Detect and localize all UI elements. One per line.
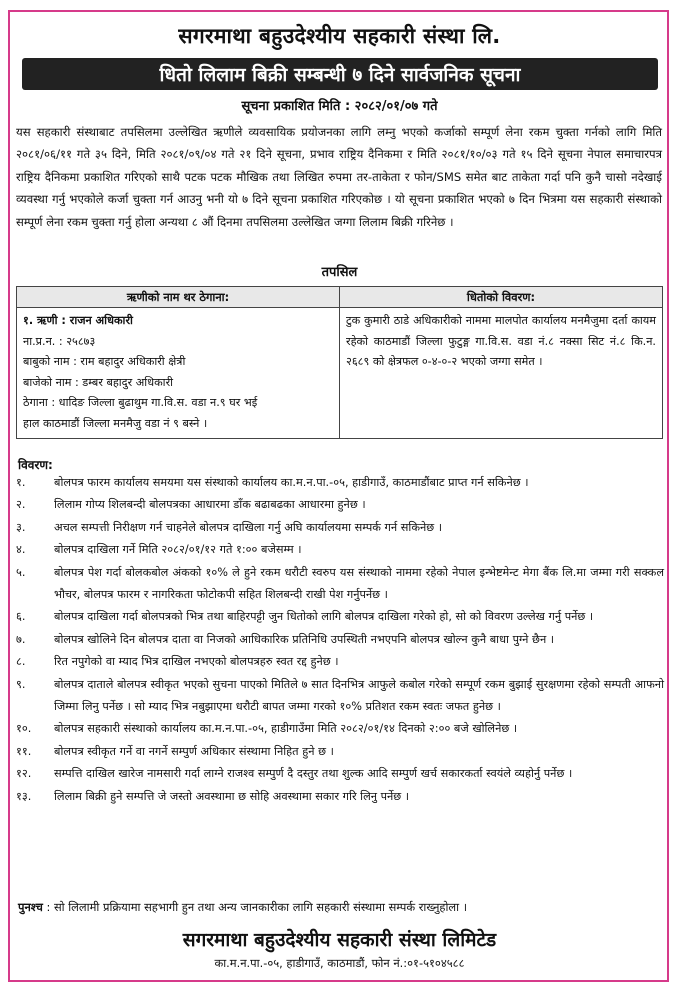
term-number: ४. — [16, 543, 26, 557]
list-item — [16, 562, 664, 607]
term-number: १२. — [16, 767, 32, 781]
details-heading: तपसिल — [321, 265, 358, 280]
term-number: ३. — [16, 520, 26, 534]
publish-date: सूचना प्रकाशित मिति : २०८२/०१/०७ गते — [241, 99, 438, 114]
postscript — [18, 900, 664, 915]
list-item — [16, 786, 664, 808]
list-item — [16, 539, 664, 561]
term-number: ११. — [16, 744, 32, 758]
term-text: लिलाम बिक्री हुने सम्पत्ति जे जस्तो अवस्थामा छ सोहि अवस्थामा सकार गरि लिनु पर्नेछ । — [54, 789, 410, 803]
postscript-label: पुनश्च — [18, 900, 43, 914]
borrower-father: बाबुको नाम : राम बहादुर अधिकारी क्षेत्री — [23, 355, 186, 369]
list-item — [16, 606, 664, 628]
notice-body: यस सहकारी संस्थाबाट तपसिलमा उल्लेखित ऋणीले व्यवसायिक प्रयोजनका लागि लम्नु भएको कर्जाको सम्पूर्ण लेना रकम चुक्ता गर्नको लागि मिति २०८१/०६/११ गते ३५ दिने, मिति २०८१/०९/०४ गते २१ दिने सूचना, प्रभाव राष्ट्रिय दैनिकमा र मिति २०८१/१०/०३ गते १५ दिने सूचना नेपाल समाचारपत्र राष्ट्रिय दैनिकमा प्रकाशित गरिएको साथै पटक पटक मौखिक तथा लिखित रुपमा तर-ताकेता र फोन/SMS समेत बाट ताकेता गर्दा पनि कुनै चासो नदेखाई व्यवस्था गर्नु भएकोले कर्जा चुक्ता गर्न आउनु भनी यो ७ दिने सूचना प्रकाशित गरिएकोछ । यो सूचना प्रकाशित भएको ७ दिन भित्रमा यस सहकारी संस्थाको सम्पूर्ण लेना रकम चुक्ता गर्नु होला अन्यथा ८ औं दिनमा तपसिलमा उल्लेखित जग्गा लिलाम बिक्री गरिनेछ । — [16, 125, 662, 229]
organization-name-footer: सगरमाथा बहुउदेश्यीय सहकारी संस्था लिमिटेड — [182, 929, 497, 951]
list-item — [16, 472, 664, 494]
term-text: रित नपुगेको वा म्याद भित्र दाखिल नभएको बोलपत्रहरु स्वत रद्द हुनेछ । — [54, 655, 339, 669]
borrower-citizenship: ना.प्र.न. : २५८७३ — [23, 334, 96, 348]
term-number: ६. — [16, 610, 26, 624]
terms-list — [16, 472, 664, 808]
term-text: बोलपत्र दाताले बोलपत्र स्वीकृत भएको सुचना पाएको मितिले ७ सात दिनभित्र आफुले कबोल गरेको सम्पूर्ण रकम बुझाई सुरक्षणमा रहेको सम्पती आफनो जिम्मा लिनु पर्नेछ । सो म्याद भित्र नबुझाएमा धरौटी बापत जम्मा गरको १०% प्रतिशत रकम स्वतः जफत हुनेछ । — [54, 677, 664, 714]
list-item — [16, 674, 664, 719]
term-text: अचल सम्पत्ती निरीक्षण गर्न चाहनेले बोलपत्र दाखिला गर्नु अघि कार्यालयमा सम्पर्क गर्न सकिनेछ । — [54, 520, 443, 534]
borrower-address: ठेगाना : धादिङ जिल्ला बुढाथुम गा.वि.स. वडा न.९ घर भई — [23, 396, 258, 410]
notice-title: धितो लिलाम बिक्री सम्बन्धी ७ दिने सार्वजनिक सूचना — [159, 64, 521, 86]
term-text: बोलपत्र सहकारी संस्थाको कार्यालय का.म.न.पा.-०५, हाडीगाउँमा मिति २०८२/०१/१४ दिनको २:०० बजे खोलिनेछ । — [54, 722, 518, 736]
list-item — [16, 517, 664, 539]
list-item — [16, 494, 664, 516]
borrower-name: १. ऋणी : राजन अधिकारी — [23, 314, 133, 327]
borrower-current-address: हाल काठमाडौं जिल्ला मनमैजु वडा नं ९ बस्ने । — [23, 416, 208, 430]
term-text: बोलपत्र दाखिला गर्दा बोलपत्रको भित्र तथा बाहिरपट्टी जुन धितोको लागि बोलपत्र दाखिला गरेको हो, सो को विवरण उल्लेख गर्नु पर्नेछ । — [54, 610, 594, 624]
term-number: २. — [16, 498, 26, 512]
collateral-column-header: धितोको विवरण: — [340, 287, 663, 308]
terms-title: विवरण: — [18, 458, 53, 472]
term-text: सम्पत्ति दाखिल खारेज नामसारी गर्दा लाग्ने राजश्व सम्पुर्ण दै दस्तुर तथा शुल्क आदि सम्पुर्ण खर्च सकारकर्ता स्वयंले व्यहोर्नु पर्नेछ । — [54, 767, 573, 781]
term-number: ५. — [16, 565, 26, 579]
list-item — [16, 741, 664, 763]
list-item — [16, 718, 664, 740]
term-text: बोलपत्र पेश गर्दा बोलकबोल अंकको १०% ले हुने रकम धरौटी स्वरुप यस संस्थाको नाममा रहेको नेपाल इन्भेष्टमेन्ट मेगा बैंक लि.मा जम्मा गरी सक्कल भौचर, बोलपत्र फारम र नागरिकता फोटोकपी सहित शिलबन्दी राखी पेश गर्नुपर्नेछ । — [54, 565, 664, 602]
list-item — [16, 651, 664, 673]
table-row — [17, 308, 663, 439]
term-number: १३. — [16, 789, 32, 803]
term-number: १०. — [16, 722, 32, 736]
term-text: बोलपत्र स्वीकृत गर्ने वा नगर्ने सम्पुर्ण अधिकार संस्थामा निहित हुने छ । — [54, 744, 334, 758]
term-text: लिलाम गोप्य शिलबन्दी बोलपत्रका आधारमा डाँक बढाबढका आधारमा हुनेछ । — [54, 498, 366, 512]
list-item — [16, 629, 664, 651]
list-item — [16, 763, 664, 785]
organization-address: का.म.न.पा.-०५, हाडीगाउँ, काठमाडौं, फोन नं.:०१-५१०४५८८ — [214, 956, 465, 970]
term-number: ७. — [16, 632, 26, 646]
term-number: ९. — [16, 677, 26, 691]
term-number: ८. — [16, 655, 26, 669]
notice-title-banner — [22, 58, 658, 90]
postscript-text: : सो लिलामी प्रक्रियामा सहभागी हुन तथा अन्य जानकारीका लागि सहकारी संस्थामा सम्पर्क राख्नुहोला । — [46, 900, 468, 914]
borrower-cell — [17, 308, 340, 439]
collateral-cell: टुक कुमारी ठाडे अधिकारीको नाममा मालपोत कार्यालय मनमैजुमा दर्ता कायम रहेको काठमाडौं जिल्ला फुटुङ्ग गा.वि.स. वडा नं.८ नक्सा सिट नं.८ कि.न. २६८९ को क्षेत्रफल ०-४-०-२ भएको जग्गा समेत । — [340, 308, 663, 439]
term-text: बोलपत्र खोलिने दिन बोलपत्र दाता वा निजको आधिकारिक प्रतिनिधि उपस्थिती नभएपनि बोलपत्र खोल्न कुनै बाधा पुग्ने छैन । — [54, 632, 555, 646]
borrower-column-header: ऋणीको नाम थर ठेगाना: — [17, 287, 340, 308]
borrower-grandfather: बाजेको नाम : डम्बर बहादुर अधिकारी — [23, 375, 174, 389]
term-number: १. — [16, 476, 26, 489]
term-text: बोलपत्र दाखिला गर्ने मिति २०८२/०१/१२ गते १:०० बजेसम्म । — [54, 543, 302, 557]
details-table — [16, 286, 663, 439]
organization-name-header: सगरमाथा बहुउदेश्यीय सहकारी संस्था लि. — [178, 24, 501, 48]
term-text: बोलपत्र फारम कार्यालय समयमा यस संस्थाको कार्यालय का.म.न.पा.-०५, हाडीगाउँ, काठमाडौंबाट प्राप्त गर्न सकिनेछ । — [54, 476, 529, 489]
